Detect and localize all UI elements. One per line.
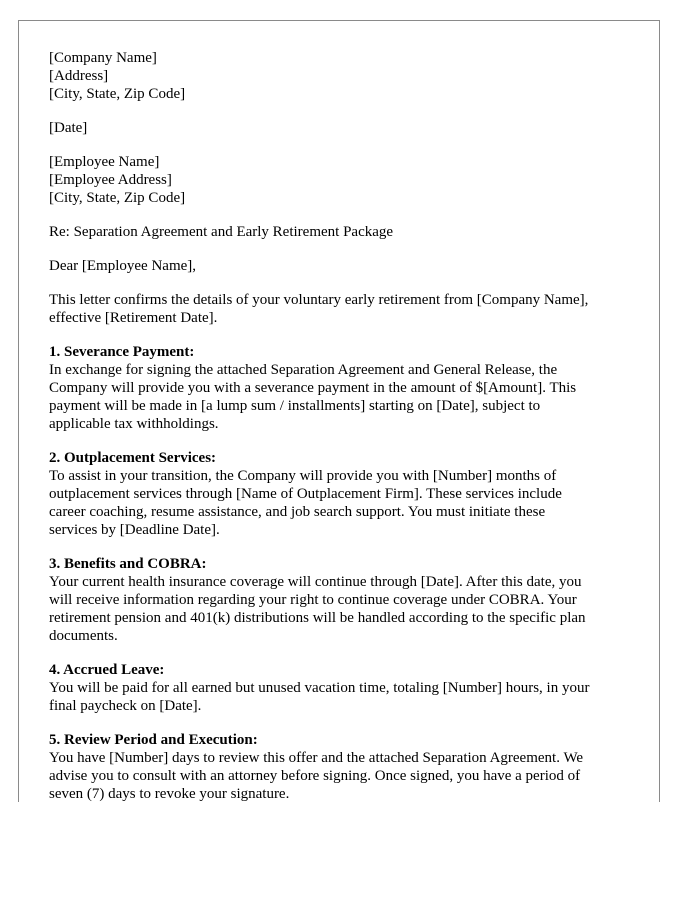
section-line: documents.: [49, 628, 118, 644]
section-severance: [49, 343, 635, 433]
recipient-block: [49, 153, 635, 207]
section-line: will receive information regarding your right to continue coverage under COBRA. Your: [49, 592, 577, 608]
section-line: You have [Number] days to review this offer and the attached Separation Agreement. We: [49, 750, 584, 766]
section-heading: 4. Accrued Leave:: [49, 662, 165, 678]
section-accrued-leave: [49, 661, 635, 715]
subject-line: [49, 223, 635, 241]
recipient-address: [Employee Address]: [49, 172, 172, 188]
section-line: services by [Deadline Date].: [49, 522, 220, 538]
section-outplacement: [49, 449, 635, 539]
section-line: retirement pension and 401(k) distributions will be handled according to the specific plan: [49, 610, 586, 626]
sender-block: [49, 49, 635, 103]
sender-city: [City, State, Zip Code]: [49, 86, 186, 102]
letter-body: [49, 49, 635, 802]
sender-company: [Company Name]: [49, 50, 157, 66]
section-review-period: [49, 731, 635, 802]
section-heading: 3. Benefits and COBRA:: [49, 556, 207, 572]
section-benefits: [49, 555, 635, 645]
section-heading: 2. Outplacement Services:: [49, 450, 217, 466]
section-line: Company will provide you with a severance payment in the amount of $[Amount]. This: [49, 380, 577, 396]
section-line: You will be paid for all earned but unused vacation time, totaling [Number] hours, in your: [49, 680, 590, 696]
intro-line: effective [Retirement Date].: [49, 310, 218, 326]
date-block: [49, 119, 635, 137]
section-heading: 1. Severance Payment:: [49, 344, 195, 360]
letter-date: [Date]: [49, 120, 88, 136]
salutation-text: Dear [Employee Name],: [49, 258, 197, 274]
section-line: payment will be made in [a lump sum / installments] starting on [Date], subject to: [49, 398, 541, 414]
section-line: final paycheck on [Date].: [49, 698, 202, 714]
section-line: applicable tax withholdings.: [49, 416, 219, 432]
section-line: seven (7) days to revoke your signature.: [49, 786, 290, 802]
subject-text: Re: Separation Agreement and Early Retirement Package: [49, 224, 394, 240]
recipient-name: [Employee Name]: [49, 154, 160, 170]
section-line: To assist in your transition, the Company will provide you with [Number] months of: [49, 468, 557, 484]
salutation: [49, 257, 635, 275]
section-line: outplacement services through [Name of Outplacement Firm]. These services include: [49, 486, 562, 502]
section-heading: 5. Review Period and Execution:: [49, 732, 258, 748]
intro-paragraph: [49, 291, 635, 327]
section-line: career coaching, resume assistance, and job search support. You must initiate these: [49, 504, 546, 520]
section-line: advise you to consult with an attorney before signing. Once signed, you have a period of: [49, 768, 581, 784]
sender-address: [Address]: [49, 68, 109, 84]
section-line: In exchange for signing the attached Separation Agreement and General Release, the: [49, 362, 558, 378]
section-line: Your current health insurance coverage will continue through [Date]. After this date, you: [49, 574, 582, 590]
recipient-city: [City, State, Zip Code]: [49, 190, 186, 206]
letter-page: [18, 20, 660, 802]
intro-line: This letter confirms the details of your voluntary early retirement from [Company Name],: [49, 292, 589, 308]
